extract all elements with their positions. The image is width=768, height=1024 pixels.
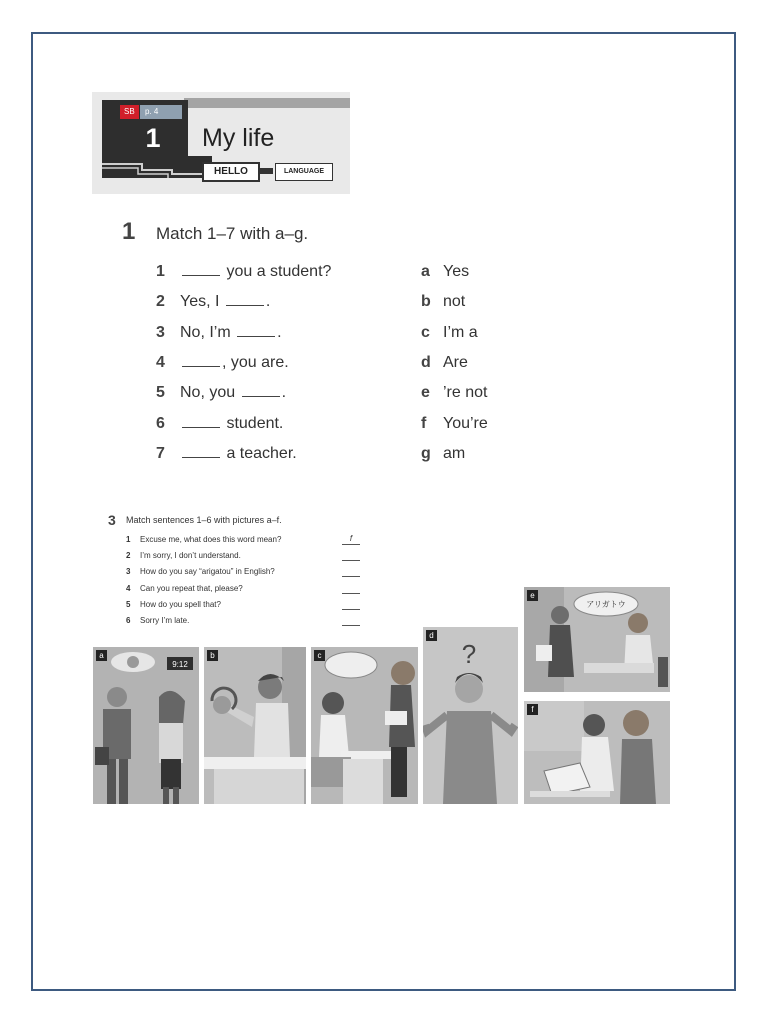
exercise-1-item xyxy=(156,322,282,344)
item-number: 5 xyxy=(126,599,131,609)
exercise-1-option xyxy=(421,291,465,313)
picture-f-illustration xyxy=(524,701,670,804)
question-mark: ? xyxy=(461,639,477,669)
exercise-1-option xyxy=(421,352,468,374)
exercise-1-option xyxy=(421,322,478,344)
picture-e-illustration xyxy=(524,587,670,692)
answer-blank[interactable] xyxy=(182,352,220,367)
picture-d-label: d xyxy=(426,630,437,641)
answer-blank[interactable] xyxy=(242,382,280,397)
option-letter: b xyxy=(421,293,431,311)
item-number: 4 xyxy=(126,583,131,593)
item-number: 1 xyxy=(126,535,131,544)
item-number: 4 xyxy=(156,353,165,371)
banner-top-bar xyxy=(184,98,350,108)
picture-c xyxy=(311,647,418,804)
exercise-1-instruction: Match 1–7 with a–g. xyxy=(156,224,309,243)
exercise-3-instruction: Match sentences 1–6 with pictures a–f. xyxy=(126,515,282,525)
picture-c-illustration xyxy=(311,647,418,804)
picture-d xyxy=(423,627,518,804)
item-text-after: . xyxy=(281,384,287,402)
item-number: 6 xyxy=(156,414,165,432)
item-number: 2 xyxy=(126,551,131,561)
exercise-3-item xyxy=(126,583,243,595)
exercise-1-option xyxy=(421,443,465,465)
exercise-1-number: 1 xyxy=(122,218,136,245)
item-text: Sorry I’m late. xyxy=(140,616,190,625)
unit-banner xyxy=(92,92,350,194)
item-number: 6 xyxy=(126,616,131,625)
answer-blank[interactable] xyxy=(342,550,360,561)
item-text-before: No, I’m xyxy=(180,323,236,341)
sb-tag: SB xyxy=(120,105,139,119)
exercise-1-item xyxy=(156,352,289,374)
clock-display: 9:12 xyxy=(172,660,188,669)
exercise-3-item xyxy=(126,550,241,562)
option-letter: e xyxy=(421,384,430,402)
picture-b-illustration xyxy=(204,647,306,804)
exercise-1-item xyxy=(156,443,297,465)
answer-blank[interactable] xyxy=(182,443,220,458)
picture-b-label: b xyxy=(207,650,218,661)
item-text: How do you say “arigatou” in English? xyxy=(140,567,275,577)
option-text: You’re xyxy=(443,414,488,432)
unit-number: 1 xyxy=(145,123,161,153)
answer-blank[interactable] xyxy=(182,413,220,428)
item-text: Can you repeat that, please? xyxy=(140,583,243,593)
answer-blank[interactable] xyxy=(342,599,360,610)
answer-blank[interactable] xyxy=(342,566,360,577)
option-text: ’re not xyxy=(443,384,488,402)
option-letter: f xyxy=(421,414,427,432)
item-text-before: Yes, I xyxy=(180,293,224,311)
banner-step-graphic xyxy=(102,156,212,178)
answer-blank[interactable] xyxy=(226,291,264,306)
option-letter: g xyxy=(421,444,431,462)
exercise-3-number: 3 xyxy=(108,512,116,528)
picture-a-illustration xyxy=(93,647,199,804)
item-text-after: you a student? xyxy=(222,263,332,280)
exercise-1-item xyxy=(156,291,270,313)
exercise-1-option xyxy=(421,261,469,283)
exercise-1-item xyxy=(156,261,331,283)
answer-blank[interactable]: f xyxy=(342,534,360,545)
item-text-after: . xyxy=(265,293,271,311)
label-connector xyxy=(259,168,273,174)
picture-a-label: a xyxy=(96,650,107,661)
option-text: Are xyxy=(443,353,468,371)
item-number: 5 xyxy=(156,384,165,402)
unit-title: My life xyxy=(202,124,275,152)
item-text-after: student. xyxy=(222,414,284,432)
item-number: 3 xyxy=(126,567,131,577)
answer-blank[interactable] xyxy=(237,322,275,337)
option-text: I’m a xyxy=(443,323,478,341)
option-letter: c xyxy=(421,323,430,341)
item-text-after: , you are. xyxy=(222,353,289,371)
option-text: Yes xyxy=(443,263,470,280)
answer-blank[interactable] xyxy=(342,615,360,626)
exercise-3-item xyxy=(126,534,281,546)
page-reference: p. 4 xyxy=(140,105,182,119)
item-number: 7 xyxy=(156,444,165,462)
item-text-after: a teacher. xyxy=(222,444,297,462)
picture-e-label: e xyxy=(527,590,538,601)
item-text: Excuse me, what does this word mean? xyxy=(140,535,282,544)
exercise-3-item xyxy=(126,599,221,611)
option-letter: a xyxy=(421,263,430,280)
exercise-1-option xyxy=(421,382,487,404)
exercise-1-option xyxy=(421,413,488,435)
picture-c-label: c xyxy=(314,650,325,661)
exercise-1-item xyxy=(156,413,283,435)
option-text: am xyxy=(443,444,466,462)
picture-f-label: f xyxy=(527,704,538,715)
item-text: I’m sorry, I don’t understand. xyxy=(140,551,241,561)
picture-e xyxy=(524,587,670,692)
language-label: LANGUAGE xyxy=(275,163,333,181)
exercise-3-item xyxy=(126,566,275,578)
item-text: How do you spell that? xyxy=(140,599,221,609)
item-number: 2 xyxy=(156,293,165,311)
exercise-3-item xyxy=(126,615,189,627)
item-number: 1 xyxy=(156,263,165,280)
option-text: not xyxy=(443,293,466,311)
hello-label: HELLO xyxy=(202,162,260,182)
item-number: 3 xyxy=(156,323,165,341)
picture-b xyxy=(204,647,306,804)
item-text-after: . xyxy=(277,323,282,341)
speech-bubble-text: アリガトウ xyxy=(586,600,626,609)
exercise-1-item xyxy=(156,382,286,404)
picture-f xyxy=(524,701,670,804)
picture-d-illustration xyxy=(423,627,518,804)
answer-blank[interactable] xyxy=(182,261,220,276)
option-letter: d xyxy=(421,353,431,371)
picture-a xyxy=(93,647,199,804)
answer-blank[interactable] xyxy=(342,583,360,594)
item-text-before: No, you xyxy=(180,384,240,402)
